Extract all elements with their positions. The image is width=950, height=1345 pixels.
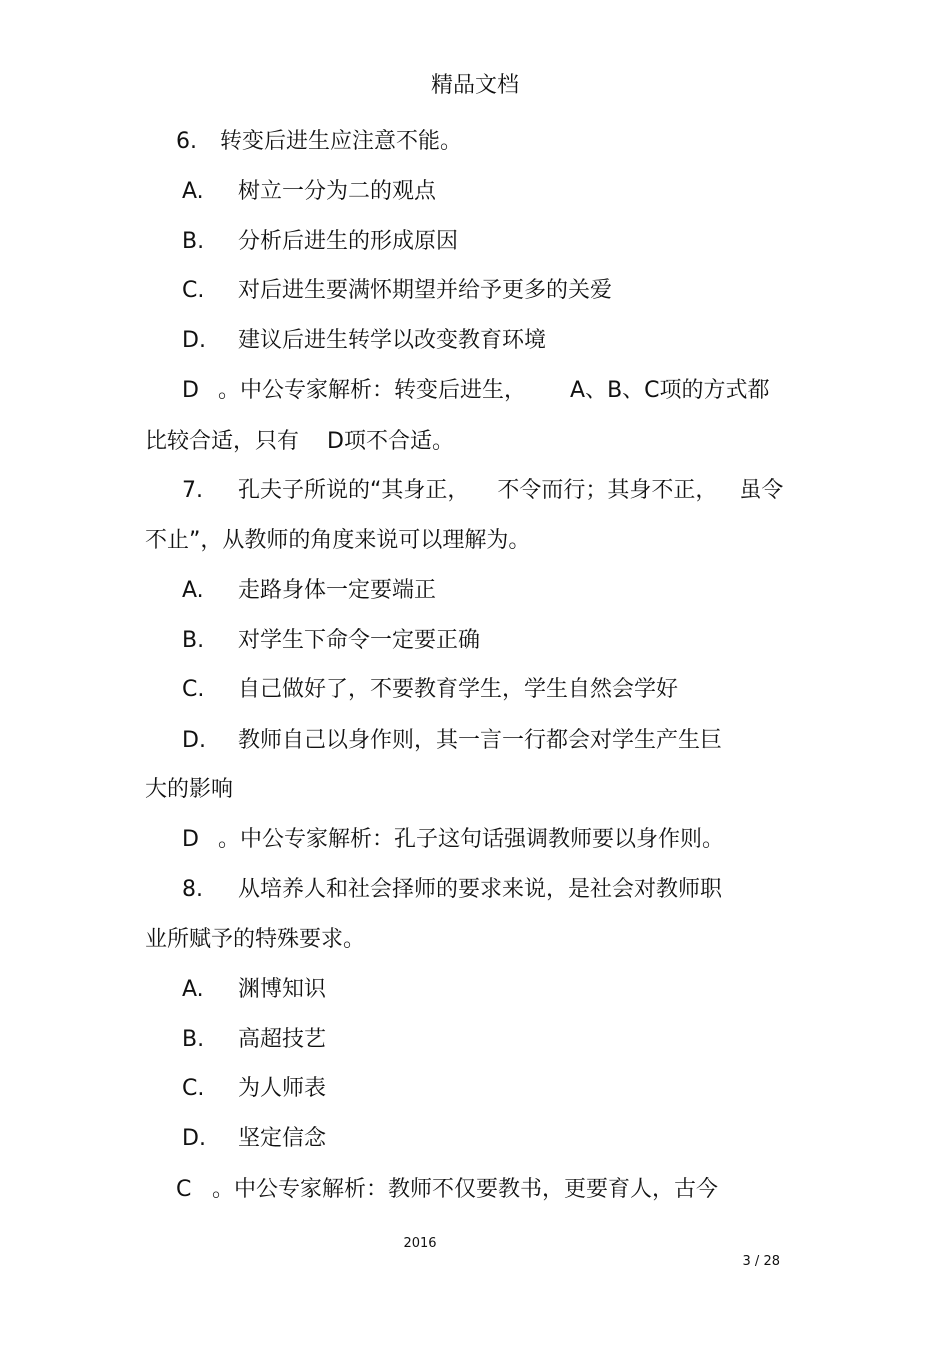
option-text: 自己做好了，不要教育学生，学生自然会学好 bbox=[238, 677, 679, 702]
answer-letter: C bbox=[176, 1177, 192, 1202]
question-6-option-c bbox=[182, 277, 612, 305]
question-text: 转变后进生应注意不能。 bbox=[220, 129, 463, 154]
question-7-option-d-continued: 大的影响 bbox=[145, 777, 234, 802]
option-label: D. bbox=[182, 328, 206, 353]
answer-letter: D bbox=[182, 827, 199, 852]
question-8-option-c bbox=[182, 1075, 326, 1103]
question-7-stem bbox=[182, 477, 783, 505]
option-text: 教师自己以身作则，其一言一行都会对学生产生巨 bbox=[238, 728, 723, 753]
question-8-stem bbox=[182, 876, 722, 904]
question-6-option-d bbox=[182, 327, 546, 355]
page-header: 精品文档 bbox=[430, 73, 519, 98]
option-label: B. bbox=[182, 229, 205, 254]
question-8-option-d bbox=[182, 1125, 326, 1153]
option-label: A. bbox=[182, 179, 204, 204]
question-text: 虽令 bbox=[739, 478, 784, 503]
footer-year: 2016 bbox=[403, 1236, 437, 1251]
question-7-option-a bbox=[182, 577, 436, 605]
option-text: 树立一分为二的观点 bbox=[238, 179, 437, 204]
option-text: 高超技艺 bbox=[238, 1027, 327, 1052]
option-text: 对学生下命令一定要正确 bbox=[238, 628, 481, 653]
answer-letter: D bbox=[182, 378, 199, 403]
analysis-text: 。中公专家解析：转变后进生， bbox=[218, 378, 527, 403]
question-8-option-a bbox=[182, 976, 326, 1004]
option-text: 走路身体一定要端正 bbox=[238, 578, 437, 603]
option-label: B. bbox=[182, 1027, 205, 1052]
option-text: 渊博知识 bbox=[238, 977, 327, 1002]
question-number: 8. bbox=[182, 877, 203, 902]
option-label: A. bbox=[182, 578, 204, 603]
analysis-text: 。中公专家解析：孔子这句话强调教师要以身作则。 bbox=[218, 827, 725, 852]
question-6-stem bbox=[176, 128, 462, 156]
analysis-text: 。中公专家解析：教师不仅要教书，更要育人，古今 bbox=[212, 1177, 719, 1202]
question-7-option-c bbox=[182, 676, 678, 704]
question-6-option-b bbox=[182, 228, 458, 256]
option-label: C. bbox=[182, 278, 205, 303]
question-text: 不令而行；其身不正， bbox=[497, 478, 718, 503]
option-text: 对后进生要满怀期望并给予更多的关爱 bbox=[238, 278, 613, 303]
option-label: D. bbox=[182, 728, 206, 753]
question-number: 7. bbox=[182, 478, 203, 503]
option-label: B. bbox=[182, 628, 205, 653]
question-8-option-b bbox=[182, 1026, 326, 1054]
option-label: D. bbox=[182, 1126, 206, 1151]
option-label: A. bbox=[182, 977, 204, 1002]
question-6-analysis-continued bbox=[145, 428, 454, 456]
analysis-text: A、B、C项的方式都 bbox=[570, 378, 770, 403]
question-7-analysis bbox=[182, 826, 724, 854]
question-number: 6. bbox=[176, 129, 197, 154]
question-8-analysis bbox=[176, 1176, 718, 1204]
option-text: 建议后进生转学以改变教育环境 bbox=[238, 328, 547, 353]
option-text: 分析后进生的形成原因 bbox=[238, 229, 459, 254]
option-text: 为人师表 bbox=[238, 1076, 327, 1101]
question-6-option-a bbox=[182, 178, 436, 206]
question-8-stem-continued: 业所赋予的特殊要求。 bbox=[145, 927, 366, 952]
question-text: 从培养人和社会择师的要求来说，是社会对教师职 bbox=[238, 877, 723, 902]
question-6-analysis bbox=[182, 377, 770, 405]
option-label: C. bbox=[182, 677, 205, 702]
question-text: 孔夫子所说的“其身正， bbox=[238, 478, 470, 503]
analysis-text: D项不合适。 bbox=[327, 429, 454, 454]
question-7-option-b bbox=[182, 627, 480, 655]
analysis-text: 比较合适，只有 bbox=[145, 429, 300, 454]
option-label: C. bbox=[182, 1076, 205, 1101]
question-7-option-d bbox=[182, 727, 722, 755]
question-7-stem-continued: 不止”，从教师的角度来说可以理解为。 bbox=[145, 528, 531, 553]
option-text: 坚定信念 bbox=[238, 1126, 327, 1151]
page-number: 3 / 28 bbox=[742, 1254, 780, 1269]
